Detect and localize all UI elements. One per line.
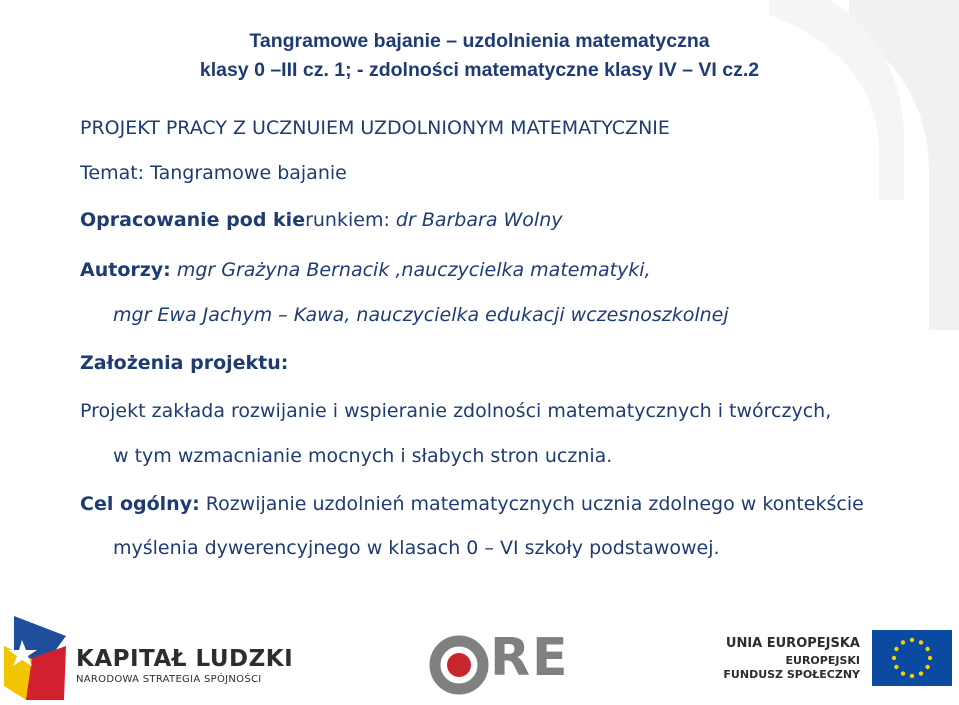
footer-logos bbox=[0, 608, 959, 705]
eu-text-block bbox=[700, 636, 860, 681]
title-line-1: Tangramowe bajanie – uzdolnienia matematyczna bbox=[249, 30, 710, 52]
topic-label: Temat: bbox=[80, 162, 145, 184]
document-title bbox=[0, 27, 959, 85]
kapital-ludzki-star-icon bbox=[4, 616, 66, 700]
kapital-ludzki-subtitle: NARODOWA STRATEGIA SPÓJNOŚCI bbox=[76, 674, 262, 685]
ore-logo-text: RE bbox=[490, 628, 570, 688]
ore-o-icon bbox=[428, 634, 490, 696]
assumptions-line-2: w tym wzmacnianie mocnych i słabych stron ucznia. bbox=[113, 445, 613, 467]
goal-line-1: Rozwijanie uzdolnień matematycznych ucznia zdolnego w kontekście bbox=[205, 493, 864, 515]
assumptions-label: Założenia projektu: bbox=[80, 352, 289, 374]
supervision-value: dr Barbara Wolny bbox=[395, 209, 563, 231]
eu-line-1: UNIA EUROPEJSKA bbox=[725, 636, 860, 651]
eu-line-2: EUROPEJSKI bbox=[785, 654, 860, 667]
title-line-2: klasy 0 –III cz. 1; - zdolności matematyczne klasy IV – VI cz.2 bbox=[199, 59, 760, 81]
author-2: mgr Ewa Jachym – Kawa, nauczycielka edukacji wczesnoszkolnej bbox=[113, 304, 729, 326]
kapital-ludzki-name: KAPITAŁ LUDZKI bbox=[76, 646, 294, 672]
supervision-line bbox=[80, 208, 562, 232]
supervision-label-bold: Opracowanie pod kie bbox=[80, 209, 306, 231]
goal-label: Cel ogólny: bbox=[80, 493, 200, 515]
topic-line bbox=[80, 161, 347, 185]
assumptions-line-1: Projekt zakłada rozwijanie i wspieranie zdolności matematycznych i twórczych, bbox=[80, 400, 832, 422]
eu-flag-icon bbox=[872, 630, 952, 686]
eu-line-3: FUNDUSZ SPOŁECZNY bbox=[723, 668, 860, 681]
goal-line-2: myślenia dywerencyjnego w klasach 0 – VI szkoły podstawowej. bbox=[113, 537, 720, 559]
authors-line bbox=[80, 258, 651, 282]
project-heading: PROJEKT PRACY Z UCZNUIEM UZDOLNIONYM MATEMATYCZNIE bbox=[80, 117, 670, 139]
goal-line bbox=[80, 492, 864, 516]
topic-value: Tangramowe bajanie bbox=[150, 162, 347, 184]
supervision-label-rest: runkiem: bbox=[305, 209, 390, 231]
author-1: mgr Grażyna Bernacik ,nauczycielka matematyki, bbox=[176, 259, 651, 281]
authors-label: Autorzy: bbox=[80, 259, 171, 281]
